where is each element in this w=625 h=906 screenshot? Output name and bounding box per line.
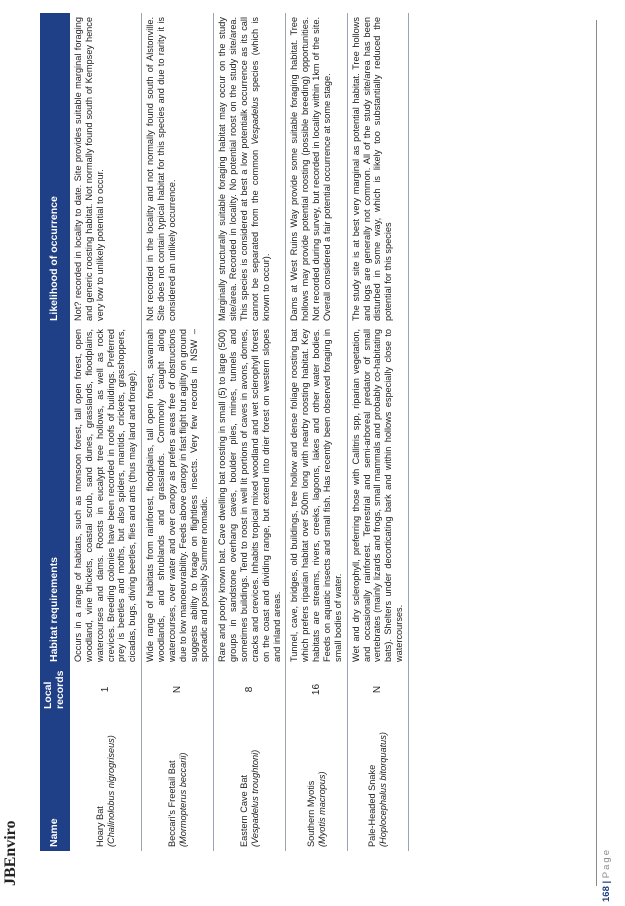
common-name: Eastern Cave Bat (239, 774, 250, 847)
page-footer (601, 848, 612, 902)
table-header-row (40, 13, 70, 851)
likelihood-cell: The study site is at best very marginal as potential habitat. Tree hollows and logs are generally not common. All of the study site/area has been disturbed in some way, which is likely too substantially reduced the potential for this species (347, 13, 408, 325)
page-separator: | (601, 880, 612, 884)
likelihood-text: Marginally structurally suitable foraging habitat may occur on the study site/area. Recorded in locality. No potential roost on the study site/area. This species is considered at best a low potentialk occurrence as its call cannot be separated from the common (217, 17, 260, 321)
habitat-cell: Rare and poorly known bat. Cave dwelling bat roosting in small (5) to large (500) groups in sandstone overhang caves, boulder piles, mines, tunnels and sometimes buildings. Tend to roost in well lit portions of caves in avons, domes, cracks and crevices. Inhabits tropical mixed woodland and wet sclerophyll forest on the coast and dividing range, but extend into drier forest on western slopes and inland areas. (214, 325, 286, 666)
column-header-habitat: Habitat requirements (40, 325, 70, 666)
likelihood-cell (214, 13, 286, 325)
column-header-likelihood: Likelihood of occurrence (40, 13, 70, 325)
habitat-cell: Wide range of habitats from rainforest, floodplains, tall open forest, savannah woodlands, and shrublands and grasslands. Commonly caught along watercourses, over water and over canopy as prefers areas free of obstructions due to low manoeuvrability. Feeds above canopy in fast flight but agility on ground suggests ability to forage on flightless insects. Very few records in NSW – sporadic and possibly Summer nomadic. (142, 325, 214, 666)
habitat-cell: Occurs in a range of habitats, such as monsoon forest, tall open forest, open woodland, vine thickets, coastal scrub, sand dunes, grasslands, floodplains, watercourses and dams. Roosts in eucalypt tree hollows, as well as rock crevices. Breeding colonies have been recorded in roofs of buildings. Preferred prey is beetles and moths, but also spiders, mantids, crickets, grasshoppers, cicadas, bugs, diving beetles, flies and ants (thus may land and forage). (70, 325, 142, 666)
likelihood-cell: Not? recorded in locality to date. Site provides suitable marginal foraging and generic roosting habitat. Not normally found south of Kempsey hence very low to unlikely potential to occur. (70, 13, 142, 325)
table-row (214, 13, 286, 851)
species-name-cell (142, 713, 214, 851)
table-row (286, 13, 347, 851)
habitat-cell: Wet and dry sclerophyll, preferring those with Callitris spp, riparian vegetation, and occasionally rainforest. Terrestrial and semi-arboreal predator of small vertebrates (mainly lizards and frogs, small mammals and probably co-habitating bats). Shelters under decorticating bark and within hollows especially close to watercourses. (347, 325, 408, 666)
common-name: Pale-Headed Snake (367, 764, 378, 847)
species-table-container (40, 13, 409, 851)
column-header-records: Local records (40, 666, 70, 713)
habitat-cell: Tunnel, cave, bridges, old buildings, tree hollow and dense foliage roosting bat which prefers riparian habitat over 500m long with nearby roosting habitat. Key habitats are streams, rivers, creeks, lagoons, lakes and other water bodies. Feeds on aquatic insects and small fish. Has recently been observed foraging in small bodies of water. (286, 325, 347, 666)
common-name: Southern Myotis (305, 780, 316, 847)
scientific-name: (Vespadelus troughtoni) (249, 749, 260, 847)
species-table (40, 13, 409, 851)
species-name-cell (347, 713, 408, 851)
species-name-cell (286, 713, 347, 851)
footer-divider (596, 20, 597, 886)
page-number: 168 (601, 886, 612, 902)
local-records-cell: 8 (214, 666, 286, 713)
species-name-cell (214, 713, 286, 851)
local-records-cell: 1 (70, 666, 142, 713)
table-row (347, 13, 408, 851)
scientific-name: (Myotis macropus) (316, 771, 327, 847)
scientific-name: (Hoplocephalus bitorquatus) (377, 732, 388, 847)
common-name: Beccari's Freetail Bat (166, 760, 177, 847)
species-name-cell (70, 713, 142, 851)
local-records-cell: 16 (286, 666, 347, 713)
scientific-name: (Mormopterus beccarii) (177, 752, 188, 847)
likelihood-cell: Dams at West Ruins Way provide some suitable foraging habitat. Tree hollows may provide potential roosting (possible breeding) opportunities. Not recorded during survey, but recorded in locality within 1km of the site. Overall considered a fair potential occurrence at some stage. (286, 13, 347, 325)
page-label: Page (601, 848, 612, 879)
local-records-cell: N (347, 666, 408, 713)
table-row (70, 13, 142, 851)
likelihood-cell: Not recorded in the locality and not normally found south of Alstonville. Site does not contain typical habitat for this species and due to rarity it is considered an unlikely occurrence. (142, 13, 214, 325)
likelihood-genus: Vespadelus (249, 96, 260, 145)
likelihood-text-end: species (which is known to occur). (249, 17, 271, 321)
scientific-name: (Chalinolobus nigrogriseus) (105, 735, 116, 847)
local-records-cell: N (142, 666, 214, 713)
common-name: Hoary Bat (94, 806, 105, 847)
column-header-name: Name (40, 713, 70, 851)
table-row (142, 13, 214, 851)
company-logo: JBEnviro (2, 820, 19, 886)
